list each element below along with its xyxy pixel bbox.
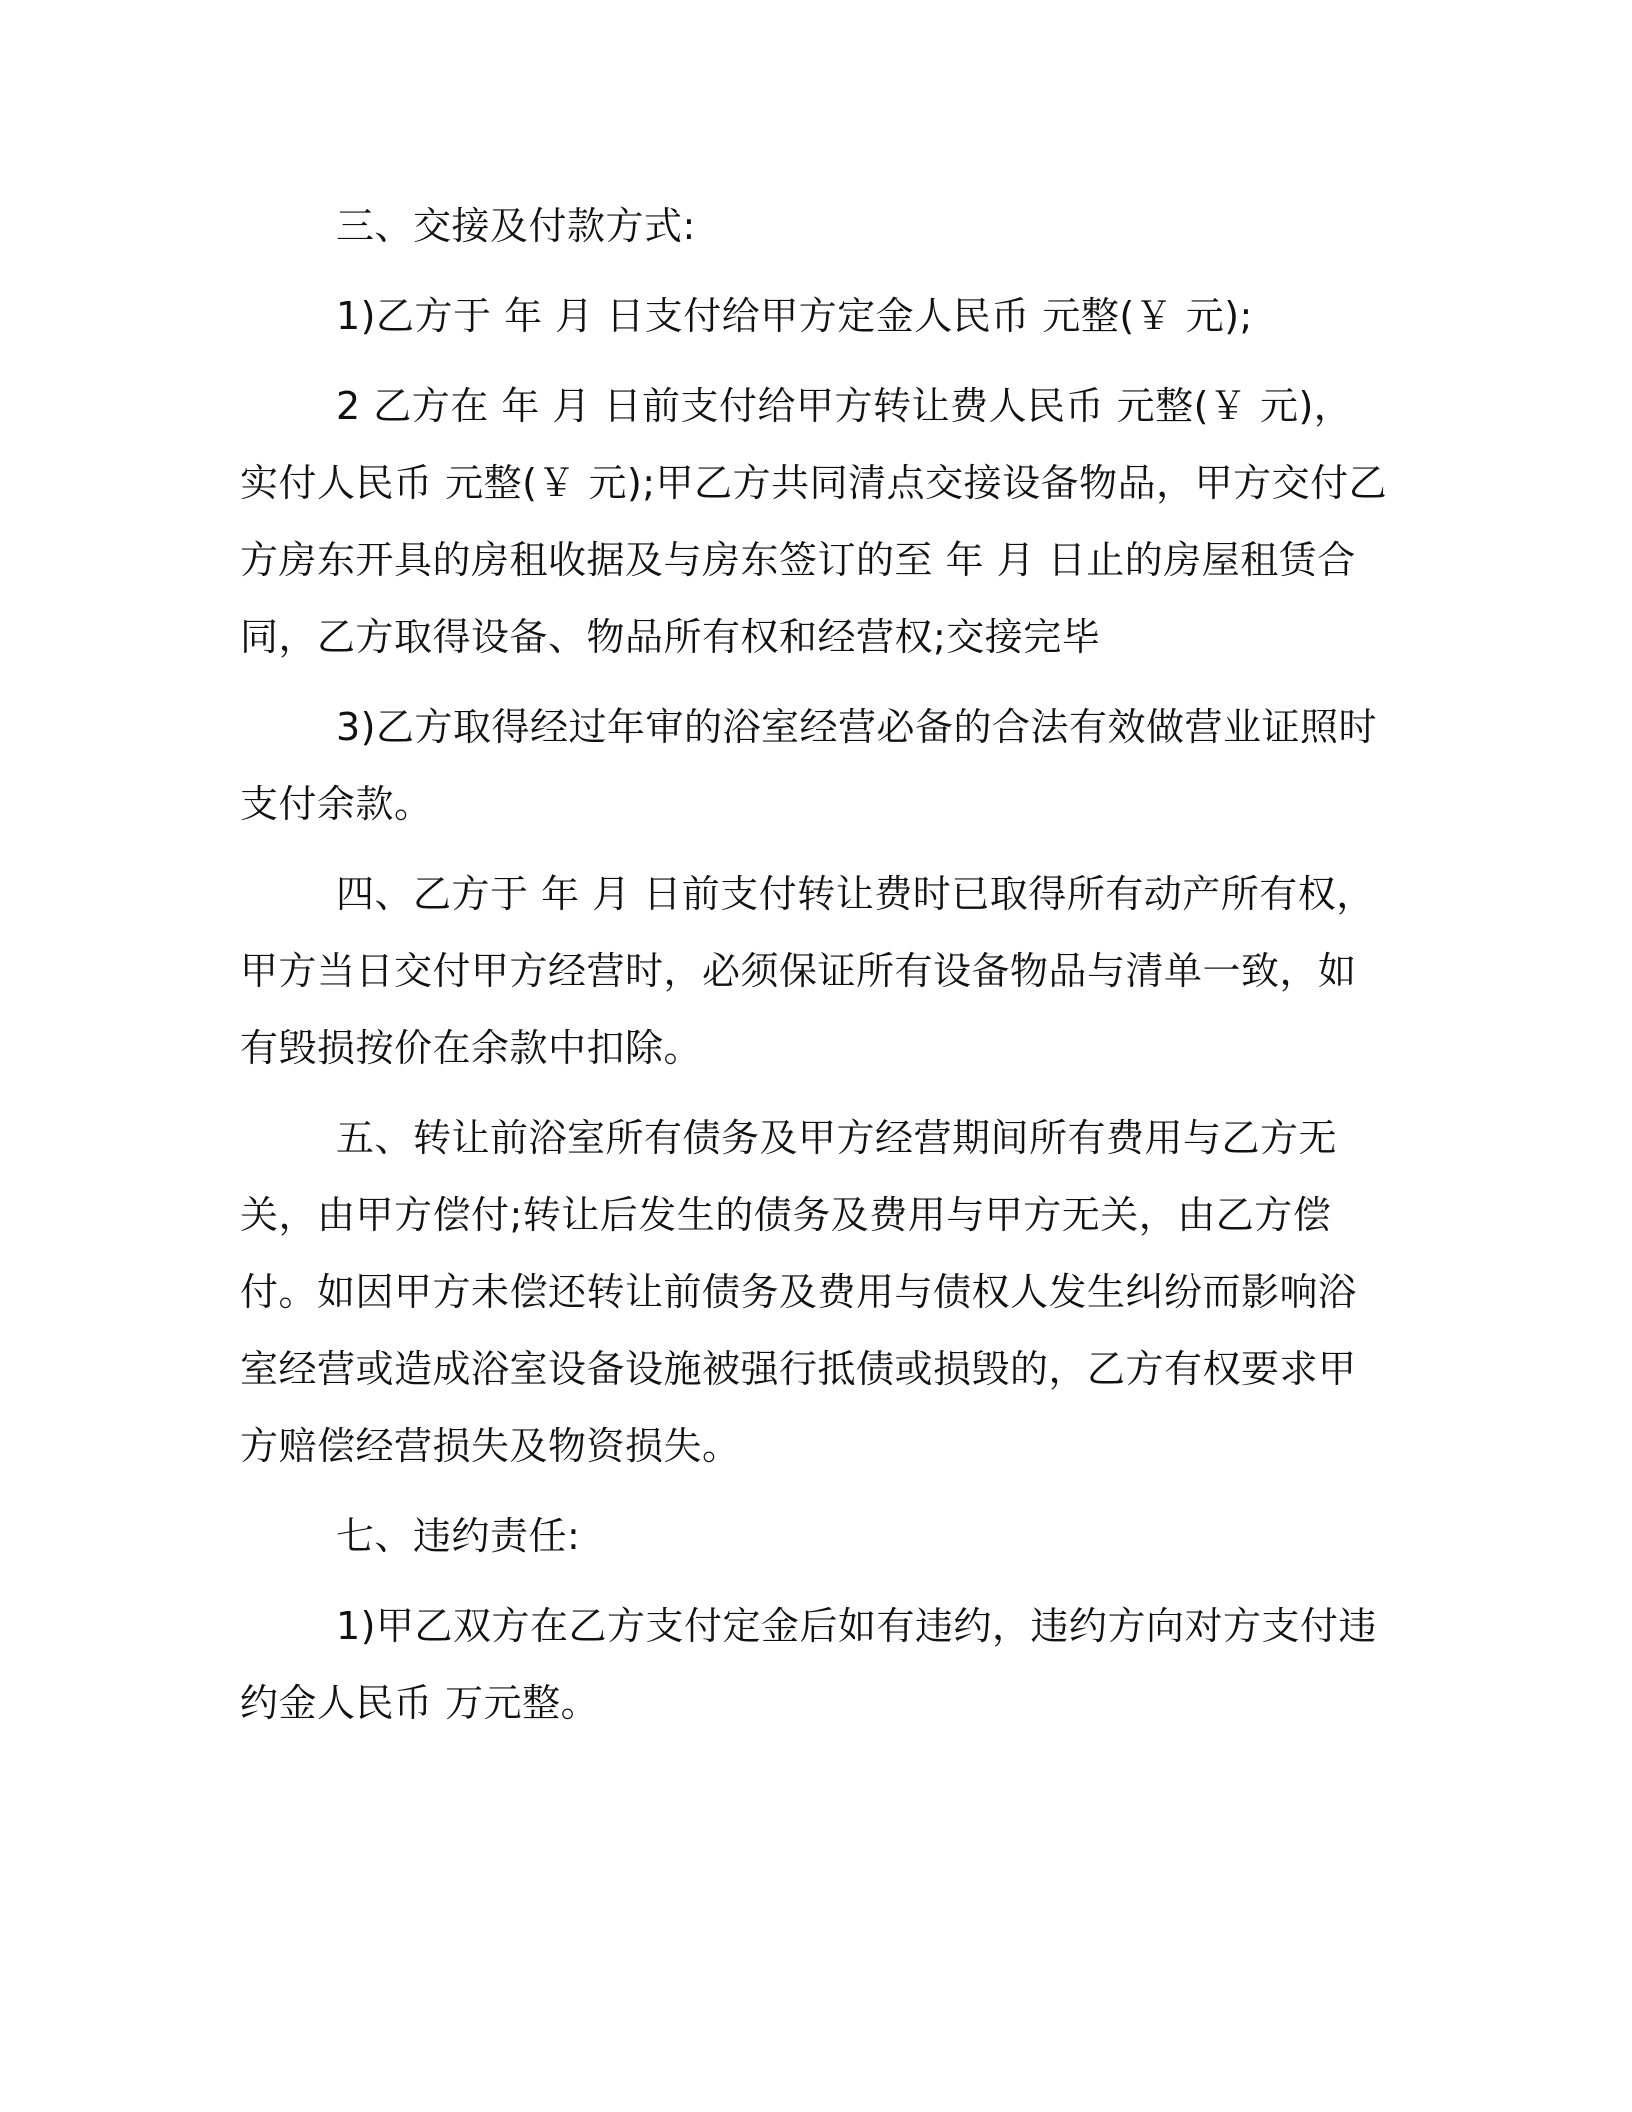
clause-balance-payment: 3)乙方取得经过年审的浴室经营必备的合法有效做营业证照时支付余款。 [240,705,1378,826]
section-heading-handover-payment: 三、交接及付款方式: [336,204,696,248]
section-five-debts: 五、转让前浴室所有债务及甲方经营期间所有费用与乙方无关，由甲方偿付;转让后发生的债务及费用与甲方无关，由乙方偿付。如因甲方未偿还转让前债务及费用与债权人发生纠纷而影响浴室经营或造成浴室设备设施被强行抵债或损毁的，乙方有权要求甲方赔偿经营损失及物资损失。 [240,1116,1357,1468]
clause-penalty: 1)甲乙双方在乙方支付定金后如有违约，违约方向对方支付违约金人民币 万元整。 [240,1604,1378,1725]
section-heading-breach-liability: 七、违约责任: [336,1514,581,1558]
clause-deposit: 1)乙方于 年 月 日支付给甲方定金人民币 元整(￥ 元); [336,294,1253,338]
document-body [240,188,1390,1755]
section-four-ownership: 四、乙方于 年 月 日前支付转让费时已取得所有动产所有权，甲方当日交付甲方经营时，必须保证所有设备物品与清单一致，如有毁损按价在余款中扣除。 [240,872,1375,1070]
clause-transfer-fee: 2 乙方在 年 月 日前支付给甲方转让费人民币 元整(￥ 元)，实付人民币 元整(￥ 元);甲乙方共同清点交接设备物品，甲方交付乙方房东开具的房租收据及与房东签订的至 年 月 日止的房屋租赁合同，乙方取得设备、物品所有权和经营权;交接完毕 [240,384,1388,659]
